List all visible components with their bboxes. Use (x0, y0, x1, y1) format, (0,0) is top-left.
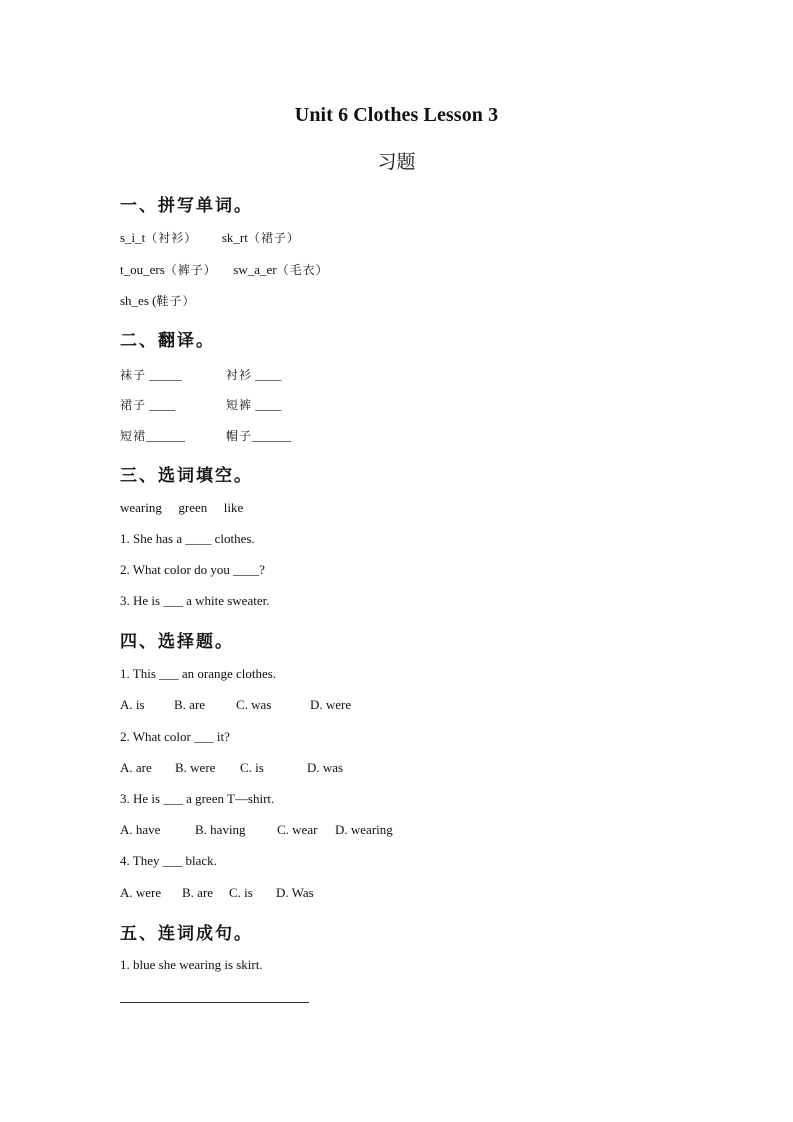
spelling-word: t_ou_ers (120, 262, 165, 277)
section-3-heading: 三、选词填空。 (120, 466, 253, 486)
choice-question-stem: 1. This ___ an orange clothes. (120, 666, 277, 681)
choice-option: A. is (120, 697, 145, 712)
word-bank (120, 500, 243, 516)
translation-item (120, 396, 175, 413)
word-bank-item: like (223, 500, 244, 515)
choice-question-stem: 4. They ___ black. (120, 853, 217, 868)
translation-word: 衬衫 (226, 368, 253, 382)
choice-option: C. wear (277, 822, 318, 837)
choice-option: A. have (120, 822, 161, 837)
answer-line (120, 1002, 309, 1003)
translation-word: 短裤 (226, 398, 253, 412)
page-subtitle: 习题 (377, 151, 416, 173)
choice-option: D. Was (276, 885, 314, 900)
choice-option: D. wearing (335, 822, 393, 837)
section-5-heading: 五、连词成句。 (120, 924, 253, 944)
choice-option: C. was (236, 697, 272, 712)
choice-option: A. are (120, 760, 152, 775)
translation-item (120, 366, 182, 383)
choice-question-stem: 3. He is ___ a green T—shirt. (120, 791, 275, 806)
section-2-heading: 二、翻译。 (120, 331, 215, 351)
translation-blank: ____ (255, 397, 282, 412)
translation-word: 裙子 (120, 398, 147, 412)
fill-in-question: 1. She has a ____ clothes. (120, 531, 255, 546)
choice-option: B. were (175, 760, 216, 775)
spelling-word: s_i_t (120, 230, 146, 245)
spelling-row-3 (120, 292, 195, 309)
translation-item (120, 427, 185, 444)
spelling-word: sk_rt (221, 230, 248, 245)
choice-option: C. is (240, 760, 264, 775)
fill-in-question: 2. What color do you ____? (120, 562, 265, 577)
translation-word: 袜子 (120, 368, 147, 382)
spelling-word: sh_es ( (120, 293, 157, 308)
spelling-row-2 (120, 261, 329, 278)
choice-question-stem: 2. What color ___ it? (120, 729, 230, 744)
translation-blank: ______ (252, 428, 292, 443)
translation-item (226, 427, 291, 444)
translation-word: 短裙 (120, 429, 147, 443)
word-bank-item: wearing (120, 500, 162, 515)
page-title: Unit 6 Clothes Lesson 3 (294, 104, 499, 126)
spelling-hint: （裤子） (164, 263, 217, 277)
choice-option: B. are (174, 697, 206, 712)
translation-blank: _____ (149, 367, 182, 382)
section-1-heading: 一、拼写单词。 (120, 196, 253, 216)
choice-option: B. are (182, 885, 214, 900)
spelling-hint: （裙子） (247, 231, 300, 245)
choice-option: D. was (307, 760, 344, 775)
choice-option: D. were (310, 697, 352, 712)
choice-option: B. having (195, 822, 246, 837)
translation-item (226, 366, 281, 383)
translation-item (226, 396, 281, 413)
spelling-hint: （衬衫） (145, 231, 198, 245)
translation-blank: ____ (255, 367, 282, 382)
spelling-hint: 鞋子） (156, 294, 196, 308)
choice-option: A. were (120, 885, 162, 900)
translation-word: 帽子 (226, 429, 253, 443)
section-4-heading: 四、选择题。 (120, 632, 234, 652)
fill-in-question: 3. He is ___ a white sweater. (120, 593, 270, 608)
sentence-question: 1. blue she wearing is skirt. (120, 957, 263, 972)
translation-blank: ______ (146, 428, 186, 443)
spelling-word: sw_a_er (233, 262, 277, 277)
spelling-row-1 (120, 229, 300, 246)
choice-option: C. is (229, 885, 253, 900)
word-bank-item: green (178, 500, 208, 515)
translation-blank: ____ (149, 397, 176, 412)
spelling-hint: （毛衣） (276, 263, 329, 277)
